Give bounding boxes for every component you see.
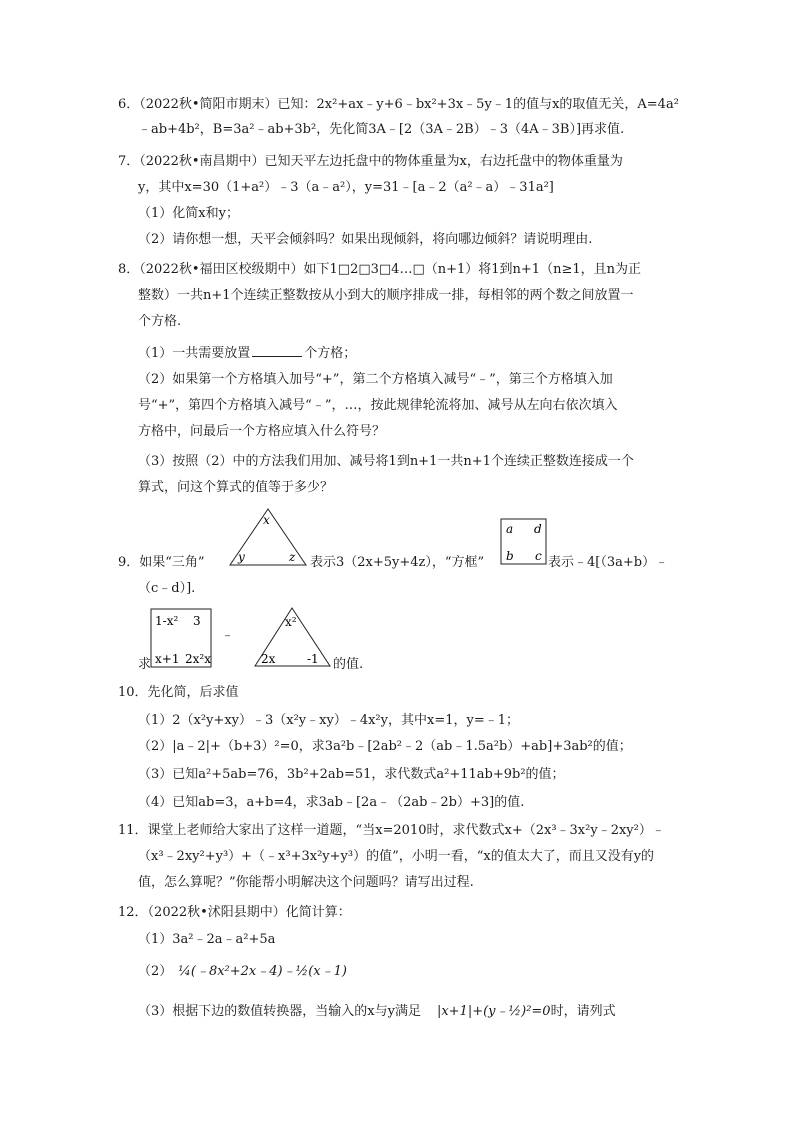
q12-part-1: （1）3a²﹣2a﹣a²+5a: [138, 932, 276, 947]
q8-part-2-line-1: （2）如果第一个方格填入加号“+”，第二个方格填入减号“﹣”，第三个方格填入加: [138, 372, 613, 387]
q10-part-3: （3）已知a²+5ab=76，3b²+2ab=51，求代数式a²+11ab+9b²的值；: [138, 767, 565, 782]
q9-text-4: （c﹣d）].: [138, 581, 196, 596]
q10-part-2: （2）|a﹣2|+（b+3）²=0，求3a²b﹣[2ab²﹣2（ab﹣1.5a²b）+ab]+3ab²的值；: [138, 739, 632, 754]
q9-text-1: 9．如果“三角”: [118, 555, 205, 570]
q9-minus: ﹣: [221, 628, 235, 643]
q12-part-3: [138, 1002, 616, 1022]
q7-line-1: 7．（2022秋•南昌期中）已知天平左边托盘中的物体重量为x，右边托盘中的物体重量为: [118, 154, 623, 169]
q8-part-2-line-2: 号“+”，第四个方格填入减号“﹣”，…，按此规律轮流将加、减号从左向右依次填入: [138, 398, 618, 413]
triangle-top-label: x: [263, 513, 270, 527]
q12-heading: 12．（2022秋•沭阳县期中）化简计算：: [118, 905, 351, 920]
box-figure-1: [500, 518, 548, 566]
q9-ask-end: 的值.: [333, 657, 364, 672]
box2-bl-label: x+1: [155, 652, 180, 666]
q12-part-3-text: （3）根据下边的数值转换器，当输入的x与y满足: [138, 1004, 421, 1019]
q12-part-3-formula: |x+1|+(y﹣½)²=0: [436, 1004, 551, 1019]
q12-part-2-formula: ¼(﹣8x²+2x﹣4)﹣½(x﹣1): [178, 964, 347, 979]
q12-part-2-label: （2）: [138, 964, 173, 979]
q8-line-3: 个方格.: [138, 314, 182, 329]
triangle-left-label: y: [238, 550, 245, 564]
q11-line-3: 值，怎么算呢？”你能帮小明解决这个问题吗？请写出过程.: [138, 875, 474, 890]
box-figure-2: [150, 608, 214, 670]
box-bl-label: b: [506, 549, 514, 563]
q6-line-1: 6．（2022秋•简阳市期末）已知：2x²+ax﹣y+6﹣bx²+3x﹣5y﹣1的值与x的取值无关，A=4a²: [118, 97, 679, 112]
triangle-right-label: z: [289, 550, 296, 564]
q8-part-1-text: （1）一共需要放置: [138, 346, 251, 361]
q8-part-1: [138, 342, 356, 364]
q11-line-1: 11．课堂上老师给大家出了这样一道题，“当x=2010时，求代数式x+（2x³﹣3x²y﹣2xy²）﹣: [118, 823, 665, 838]
q9-text-3: 表示﹣4[（3a+b）﹣: [548, 555, 669, 570]
q10-part-4: （4）已知ab=3，a+b=4，求3ab﹣[2a﹣（2ab﹣2b）+3]的值.: [138, 795, 525, 810]
q8-part-3-line-1: （3）按照（2）中的方法我们用加、减号将1到n+1一共n+1个连续正整数连接成一个: [138, 454, 634, 469]
box2-br-label: 2x²x: [185, 652, 211, 666]
box-tr-label: d: [534, 522, 542, 536]
q8-part-1-text-end: 个方格；: [304, 346, 357, 361]
q12-part-2: [138, 962, 347, 982]
triangle2-top-label: x²: [285, 615, 297, 629]
triangle2-right-label: -1: [307, 652, 319, 666]
q12-part-3-text-end: 时，请列式: [550, 1004, 616, 1019]
box-br-label: c: [535, 549, 542, 563]
box2-tl-label: 1-x²: [155, 614, 179, 628]
triangle2-left-label: 2x: [261, 652, 276, 666]
box-tl-label: a: [506, 522, 514, 536]
box2-tr-label: 3: [193, 614, 201, 628]
q9-text-2: 表示3（2x+5y+4z），“方框”: [310, 555, 485, 570]
answer-blank: [252, 342, 302, 357]
q7-part-1: （1）化简x和y；: [138, 206, 239, 221]
q7-line-2: y，其中x=30（1+a²）﹣3（a﹣a²），y=31﹣[a﹣2（a²﹣a）﹣31a²]: [138, 180, 554, 195]
q10-part-1: （1）2（x²y+xy）﹣3（x²y﹣xy）﹣4x²y，其中x=1，y=﹣1；: [138, 713, 519, 728]
q8-part-3-line-2: 算式，问这个算式的值等于多少？: [138, 480, 334, 495]
q7-part-2: （2）请你想一想，天平会倾斜吗？如果出现倾斜，将向哪边倾斜？请说明理由.: [138, 232, 593, 247]
q10-heading: 10．先化简，后求值: [118, 685, 239, 700]
q8-line-1: 8．（2022秋•福田区校级期中）如下1□2□3□4…□（n+1）将1到n+1（n≥1，且n为正: [118, 262, 641, 277]
q6-line-2: ﹣ab+4b²，B=3a²﹣ab+3b²，先化简3A﹣[2（3A﹣2B）﹣3（4A﹣3B）]再求值.: [138, 122, 625, 137]
triangle-figure-2: [252, 604, 334, 670]
q9-ask-1: 求: [138, 657, 152, 672]
q8-line-2: 整数）一共n+1个连续正整数按从小到大的顺序排成一排，每相邻的两个数之间放置一: [138, 288, 634, 303]
triangle-figure-1: [226, 505, 310, 569]
q11-line-2: （x³﹣2xy²+y³）+（﹣x³+3x²y+y³）的值”，小明一看，“x的值太大了，而且又没有y的: [138, 849, 655, 864]
q8-part-2-line-3: 方格中，问最后一个方格应填入什么符号？: [138, 424, 386, 439]
